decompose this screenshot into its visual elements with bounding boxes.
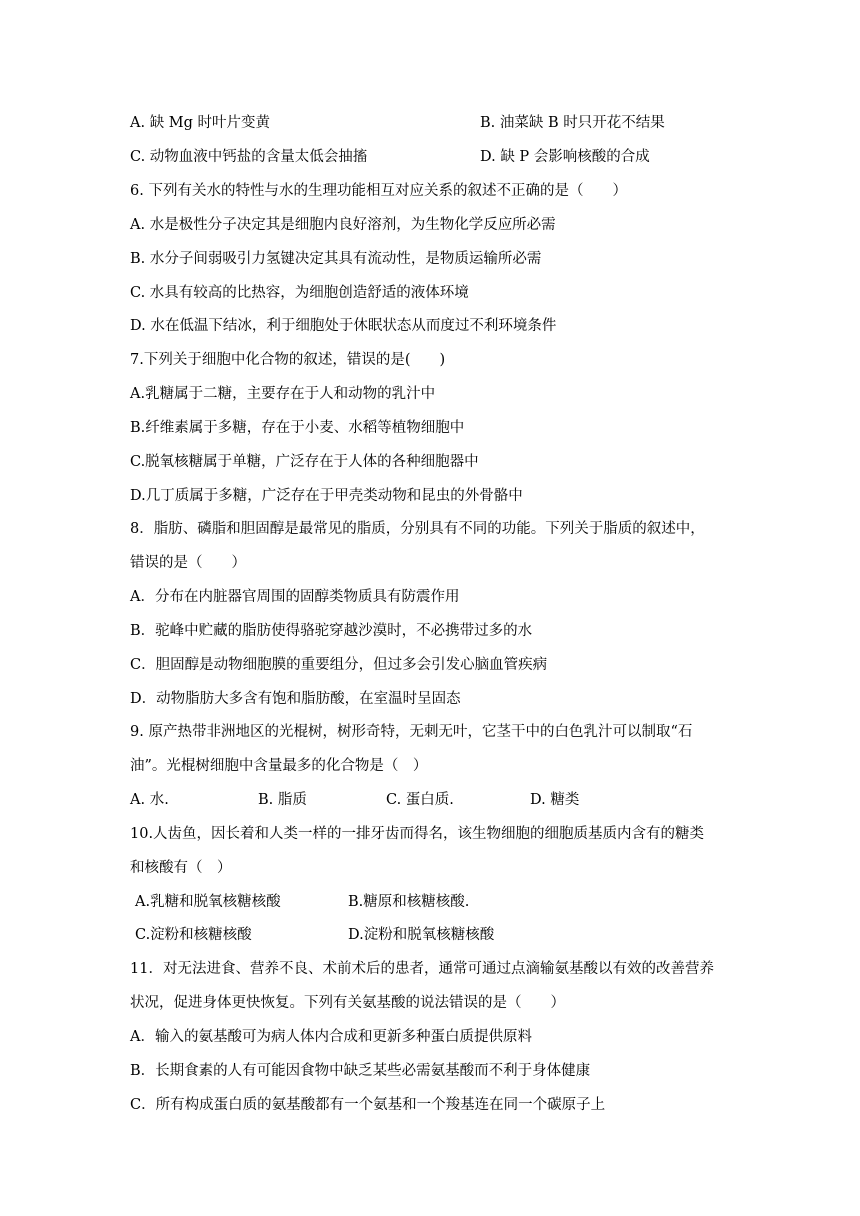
q8-stem-line1: 8．脂肪、磷脂和胆固醇是最常见的脂质，分别具有不同的功能。下列关于脂质的叙述中， [130, 521, 705, 537]
q10-option-a: A.乳糖和脱氧核糖核酸 [135, 894, 281, 910]
q6-option-c: C. 水具有较高的比热容，为细胞创造舒适的液体环境 [130, 285, 469, 301]
q8-option-d: D．动物脂肪大多含有饱和脂肪酸，在室温时呈固态 [130, 691, 461, 707]
q8-stem-line2: 错误的是（ ） [130, 555, 246, 571]
q9-option-d: D. 糖类 [530, 792, 580, 808]
q6-option-b: B. 水分子间弱吸引力氢键决定其具有流动性，是物质运输所必需 [130, 251, 542, 267]
q7-option-d: D.几丁质属于多糖，广泛存在于甲壳类动物和昆虫的外骨骼中 [130, 488, 523, 504]
q7-stem: 7.下列关于细胞中化合物的叙述，错误的是( ) [130, 352, 446, 368]
q5-option-b: B. 油菜缺 B 时只开花不结果 [480, 115, 665, 131]
q9-stem-line2: 油”。光棍树细胞中含量最多的化合物是（ ） [130, 758, 428, 774]
q5-option-a: A. 缺 Mg 时叶片变黄 [130, 115, 271, 131]
q9-option-b: B. 脂质 [258, 792, 307, 808]
q8-option-b: B．驼峰中贮藏的脂肪使得骆驼穿越沙漠时，不必携带过多的水 [130, 623, 533, 639]
q9-option-c: C. 蛋白质. [386, 792, 454, 808]
q11-option-a: A．输入的氨基酸可为病人体内合成和更新多种蛋白质提供原料 [130, 1029, 532, 1045]
q10-stem-line2: 和核酸有（ ） [130, 860, 232, 876]
q5-option-d: D. 缺 P 会影响核酸的合成 [480, 149, 650, 165]
q7-option-c: C.脱氧核糖属于单糖，广泛存在于人体的各种细胞器中 [130, 454, 479, 470]
q9-option-a: A. 水. [130, 792, 169, 808]
q10-stem-line1: 10.人齿鱼，因长着和人类一样的一排牙齿而得名，该生物细胞的细胞质基质内含有的糖类 [130, 826, 705, 842]
q7-option-b: B.纤维素属于多糖，存在于小麦、水稻等植物细胞中 [130, 420, 465, 436]
q6-option-d: D. 水在低温下结冰，利于细胞处于休眠状态从而度过不利环境条件 [130, 318, 557, 334]
q11-stem-line2: 状况，促进身体更快恢复。下列有关氨基酸的说法错误的是（ ） [130, 995, 565, 1011]
q7-option-a: A.乳糖属于二糖，主要存在于人和动物的乳汁中 [130, 386, 436, 402]
q10-option-d: D.淀粉和脱氧核糖核酸 [348, 927, 495, 943]
q6-stem: 6. 下列有关水的特性与水的生理功能相互对应关系的叙述不正确的是（ ） [130, 183, 627, 199]
q8-option-c: C．胆固醇是动物细胞膜的重要组分，但过多会引发心脑血管疾病 [130, 657, 548, 673]
q10-option-c: C.淀粉和核糖核酸 [135, 927, 252, 943]
q9-stem-line1: 9. 原产热带非洲地区的光棍树，树形奇特，无刺无叶，它茎干中的白色乳汁可以制取“石 [130, 724, 693, 740]
q11-stem-line1: 11．对无法进食、营养不良、术前术后的患者，通常可通过点滴输氨基酸以有效的改善营养 [130, 961, 714, 977]
q11-option-c: C．所有构成蛋白质的氨基酸都有一个氨基和一个羧基连在同一个碳原子上 [130, 1097, 606, 1113]
q10-option-b: B.糖原和核糖核酸. [348, 894, 470, 910]
q8-option-a: A．分布在内脏器官周围的固醇类物质具有防震作用 [130, 589, 460, 605]
q11-option-b: B．长期食素的人有可能因食物中缺乏某些必需氨基酸而不利于身体健康 [130, 1063, 591, 1079]
q5-option-c: C. 动物血液中钙盐的含量太低会抽搐 [130, 149, 368, 165]
q6-option-a: A. 水是极性分子决定其是细胞内良好溶剂，为生物化学反应所必需 [130, 217, 556, 233]
